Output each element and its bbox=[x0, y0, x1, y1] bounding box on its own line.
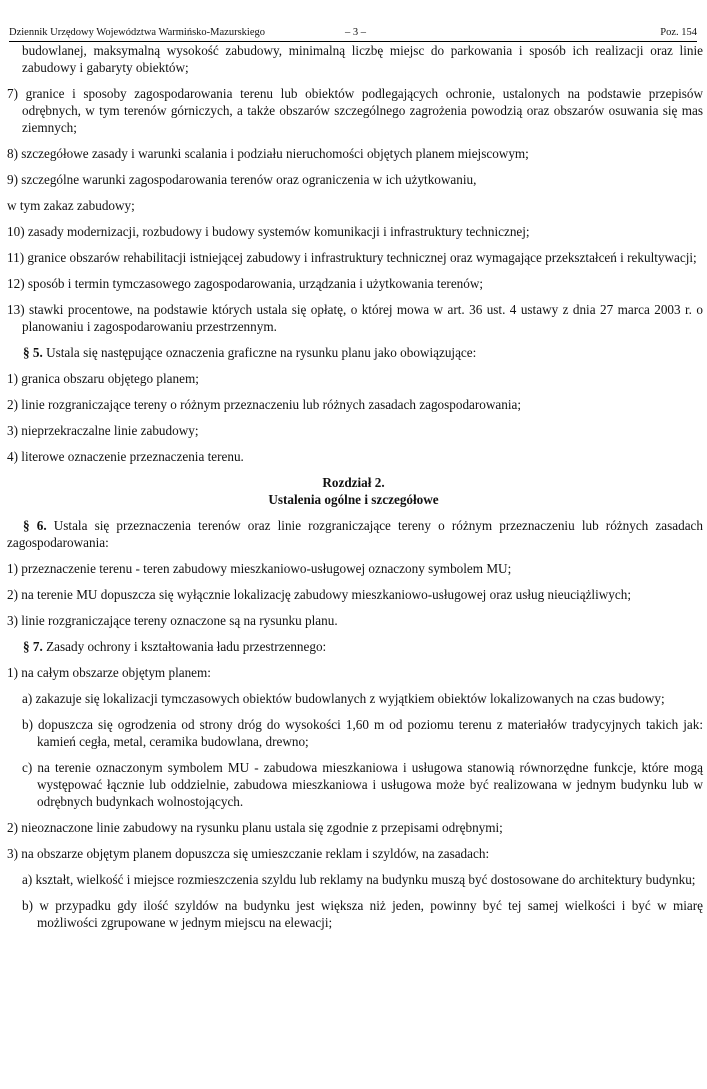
document-body bbox=[0, 40, 707, 931]
list-item: 2) nieoznaczone linie zabudowy na rysunku planu ustala się zgodnie z przepisami odrębnymi; bbox=[7, 820, 503, 835]
sub-list-item: a) zakazuje się lokalizacji tymczasowych obiektów budowlanych z wyjątkiem obiektów lokalizowanych na czas budowy; bbox=[22, 691, 665, 706]
chapter-title: Rozdział 2. bbox=[322, 475, 385, 490]
journal-title: Dziennik Urzędowy Województwa Warmińsko-Mazurskiego bbox=[9, 27, 265, 38]
list-item: 2) na terenie MU dopuszcza się wyłącznie lokalizację zabudowy mieszkaniowo-usługowej oraz usług nieuciążliwych; bbox=[7, 587, 631, 602]
section-paragraph bbox=[0, 638, 707, 655]
sub-list-item: b) w przypadku gdy ilość szyldów na budynku jest większa niż jeden, powinny być tej samej wielkości i być w miarę możliwości zgrupowane w jednym miejscu na elewacji; bbox=[22, 898, 703, 930]
section-number: § 5. bbox=[23, 345, 43, 360]
section-number: § 7. bbox=[23, 639, 43, 654]
list-item: 12) sposób i termin tymczasowego zagospodarowania, urządzania i użytkowania terenów; bbox=[7, 276, 484, 291]
sub-list-item: c) na terenie oznaczonym symbolem MU - zabudowa mieszkaniowa i usługowa stanowią równorzędne funkcje, które mogą występować łącznie lub oddzielnie, zabudowa mieszkaniowa i usługowa może być realizowana w jednym budynku lub w odrębnych budynkach wolnostojących. bbox=[22, 760, 703, 809]
section-paragraph bbox=[0, 517, 707, 551]
list-item: 1) granica obszaru objętego planem; bbox=[7, 371, 199, 386]
paragraph: w tym zakaz zabudowy; bbox=[7, 198, 135, 213]
list-item: 4) literowe oznaczenie przeznaczenia terenu. bbox=[7, 449, 244, 464]
section-number: § 6. bbox=[23, 518, 47, 533]
list-item: 9) szczególne warunki zagospodarowania terenów oraz ograniczenia w ich użytkowaniu, bbox=[7, 172, 477, 187]
paragraph: budowlanej, maksymalną wysokość zabudowy, minimalną liczbę miejsc do parkowania i sposób ich realizacji oraz linie zabudowy i gabaryty obiektów; bbox=[22, 43, 703, 75]
chapter-subtitle: Ustalenia ogólne i szczegółowe bbox=[268, 492, 439, 507]
list-item: 3) na obszarze objętym planem dopuszcza się umieszczanie reklam i szyldów, na zasadach: bbox=[7, 846, 490, 861]
position-number: Poz. 154 bbox=[660, 27, 697, 38]
list-item: 1) na całym obszarze objętym planem: bbox=[7, 665, 211, 680]
section-paragraph bbox=[0, 344, 707, 361]
list-item: 3) nieprzekraczalne linie zabudowy; bbox=[7, 423, 199, 438]
section-text: Ustala się przeznaczenia terenów oraz linie rozgraniczające tereny o różnym przeznaczeniu lub różnych zasadach zagospodarowania: bbox=[7, 518, 703, 550]
list-item: 10) zasady modernizacji, rozbudowy i budowy systemów komunikacji i infrastruktury technicznej; bbox=[7, 224, 530, 239]
sub-list-item: b) dopuszcza się ogrodzenia od strony dróg do wysokości 1,60 m od poziomu terenu z materiałów tradycyjnych takich jak: kamień cegła, metal, ceramika budowlana, drewno; bbox=[22, 717, 703, 749]
list-item: 13) stawki procentowe, na podstawie których ustala się opłatę, o której mowa w art. 36 ust. 4 ustawy z dnia 27 marca 2003 r. o planowaniu i zagospodarowaniu przestrzennym. bbox=[7, 302, 703, 334]
list-item: 7) granice i sposoby zagospodarowania terenu lub obiektów podlegających ochronie, ustalonych na podstawie przepisów odrębnych, w tym terenów górniczych, a także obszarów szczególnego zagrożenia powodzią oraz obszarów osuwania się mas ziemnych; bbox=[7, 86, 703, 135]
list-item: 1) przeznaczenie terenu - teren zabudowy mieszkaniowo-usługowej oznaczony symbolem MU; bbox=[7, 561, 512, 576]
sub-list-item: a) kształt, wielkość i miejsce rozmieszczenia szyldu lub reklamy na budynku muszą być dostosowane do architektury budynku; bbox=[22, 872, 696, 887]
list-item: 8) szczegółowe zasady i warunki scalania i podziału nieruchomości objętych planem miejscowym; bbox=[7, 146, 529, 161]
section-text: Zasady ochrony i kształtowania ładu przestrzennego: bbox=[42, 639, 327, 654]
list-item: 3) linie rozgraniczające tereny oznaczone są na rysunku planu. bbox=[7, 613, 338, 628]
page-number: – 3 – bbox=[345, 27, 366, 38]
list-item: 11) granice obszarów rehabilitacji istniejącej zabudowy i infrastruktury technicznej oraz wymagające przekształceń i rekultywacji; bbox=[7, 250, 697, 265]
list-item: 2) linie rozgraniczające tereny o różnym przeznaczeniu lub różnych zasadach zagospodarowania; bbox=[7, 397, 522, 412]
section-text: Ustala się następujące oznaczenia graficzne na rysunku planu jako obowiązujące: bbox=[42, 345, 477, 360]
